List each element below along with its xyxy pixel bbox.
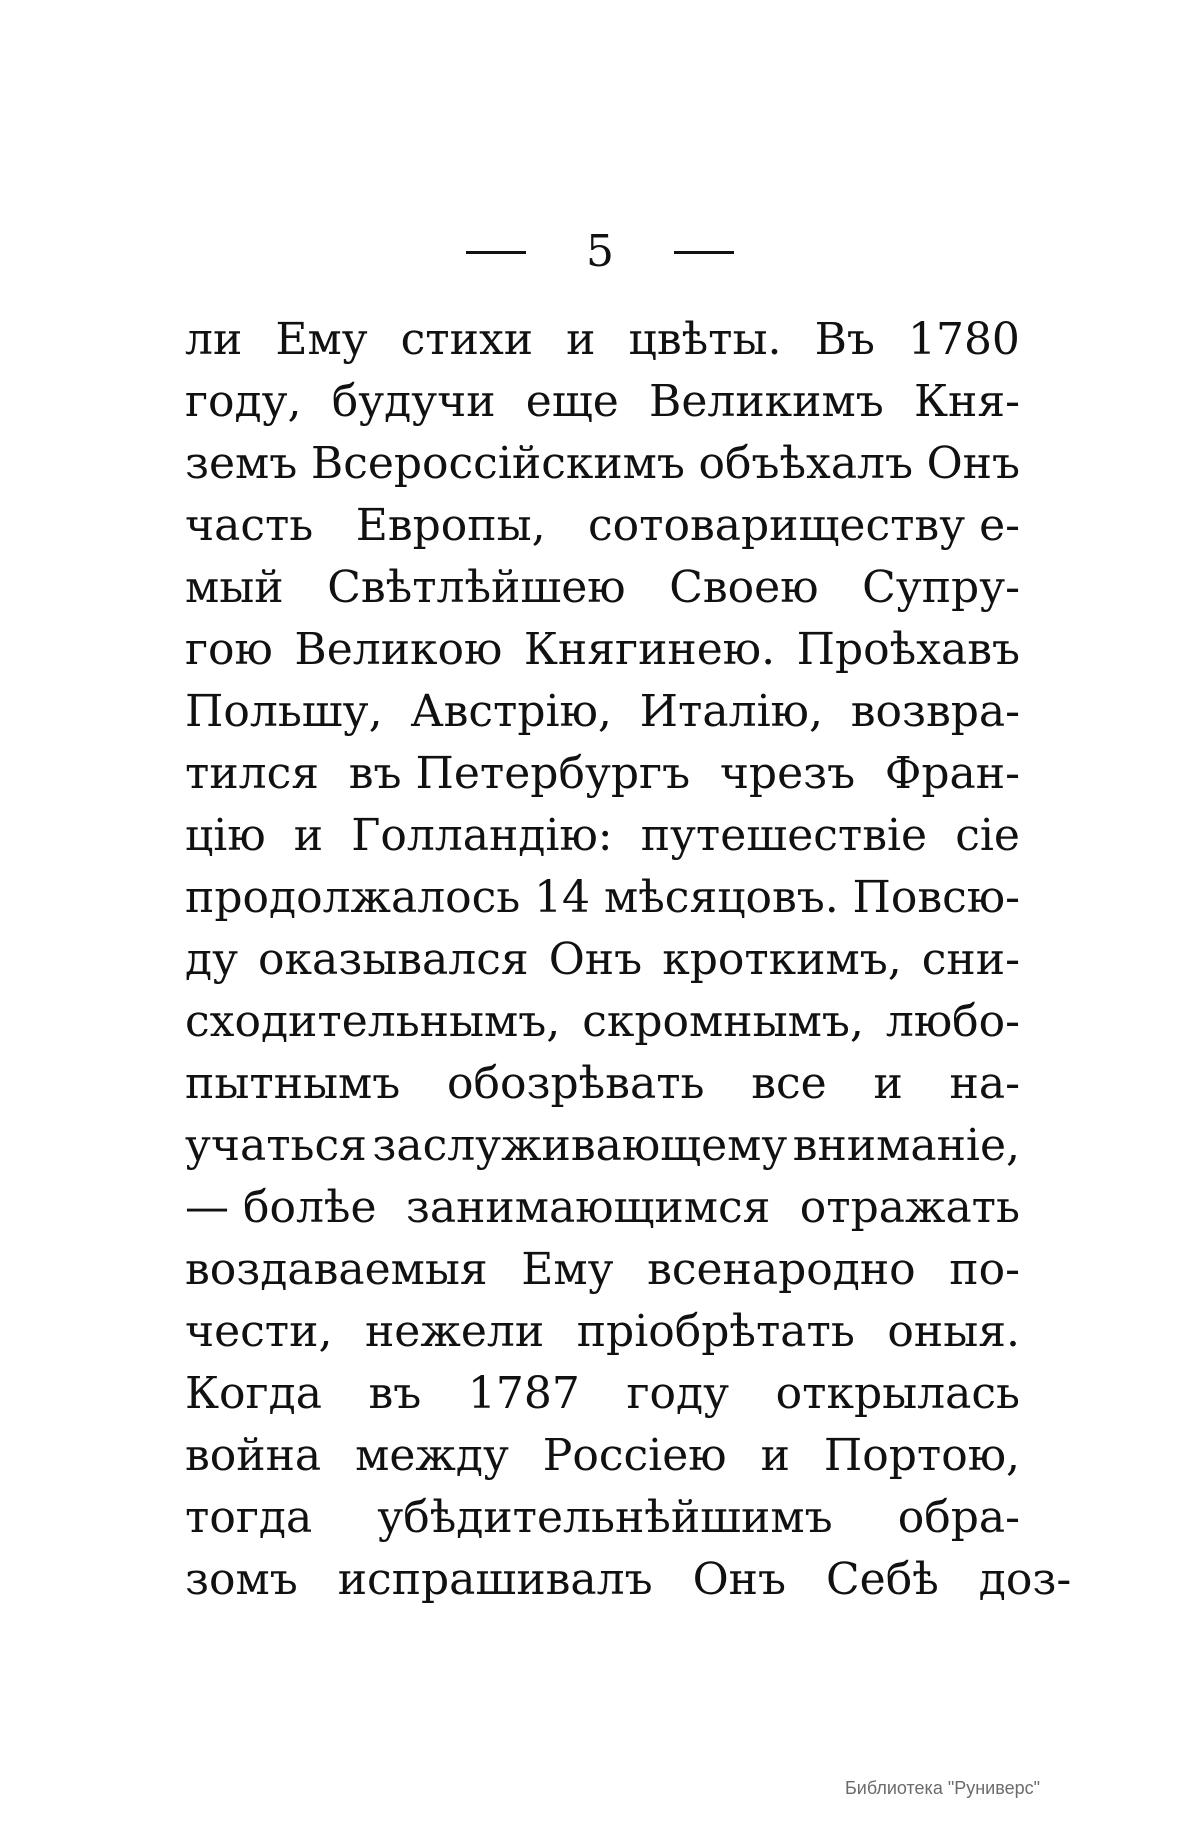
word: обра- <box>897 1491 1020 1543</box>
word: и <box>293 809 324 861</box>
word: Великою <box>294 623 503 675</box>
word: 14 мѣсяцовъ. <box>534 871 839 923</box>
word: цію <box>185 809 266 861</box>
word: воздаваемыя <box>185 1243 488 1295</box>
word: убѣдительнѣйшимъ <box>377 1491 833 1543</box>
word: — болѣе <box>185 1181 377 1233</box>
word: сни- <box>921 933 1020 985</box>
word: нежели <box>364 1305 545 1357</box>
word: продолжалось <box>185 871 521 923</box>
text-line <box>185 1424 1020 1486</box>
word: доз- <box>978 1553 1072 1605</box>
word: на- <box>949 1057 1020 1109</box>
text-line <box>185 928 1020 990</box>
word: Себѣ <box>826 1553 939 1605</box>
word: по- <box>949 1243 1020 1295</box>
word: Супру- <box>862 561 1020 613</box>
word: Онъ <box>926 437 1020 489</box>
word: пытнымъ <box>185 1057 401 1109</box>
text-line <box>185 1238 1020 1300</box>
word: чрезъ <box>719 747 856 799</box>
word: Въ <box>814 313 875 365</box>
word: сходительнымъ, <box>185 995 561 1047</box>
word: зомъ <box>185 1553 298 1605</box>
right-dash <box>674 251 734 254</box>
word: учаться <box>185 1119 367 1171</box>
word: ли <box>185 313 243 365</box>
left-dash <box>466 251 526 254</box>
word: гою <box>185 623 273 675</box>
text-line <box>185 990 1020 1052</box>
word: Польшу, <box>185 685 383 737</box>
word: Всероссійскимъ <box>310 437 685 489</box>
word: Когда <box>185 1367 322 1419</box>
library-watermark: Библиотека "Руниверс" <box>844 1778 1040 1798</box>
word: Голландію: <box>351 809 613 861</box>
word: тогда <box>185 1491 313 1543</box>
text-line <box>185 494 1020 556</box>
word: оныя. <box>887 1305 1020 1357</box>
word: ду <box>185 933 238 985</box>
word: путешествіе <box>640 809 928 861</box>
word: Великимъ <box>649 375 884 427</box>
word: сіе <box>955 809 1020 861</box>
word: 1780 <box>907 313 1020 365</box>
word: любо- <box>885 995 1020 1047</box>
word: возвра- <box>850 685 1020 737</box>
word: Княгинею. <box>523 623 776 675</box>
word: вниманіе, <box>792 1119 1020 1171</box>
word: объѣхалъ <box>698 437 913 489</box>
word: Фран- <box>884 747 1020 799</box>
word: Австрію, <box>410 685 612 737</box>
word: тился <box>185 747 320 799</box>
word: Европы, <box>355 499 546 551</box>
text-line <box>185 1114 1020 1176</box>
word: Ему <box>275 313 368 365</box>
word: скромнымъ, <box>582 995 864 1047</box>
word: земъ <box>185 437 298 489</box>
word: и <box>873 1057 903 1109</box>
word: часть <box>185 499 314 551</box>
word: Повсю- <box>852 871 1020 923</box>
page-number: 5 <box>586 226 614 277</box>
word: отражать <box>799 1181 1020 1233</box>
word: всенародно <box>647 1243 916 1295</box>
page-header <box>0 222 1200 282</box>
text-line <box>185 1052 1020 1114</box>
word: въ <box>368 1367 422 1419</box>
word: и <box>566 313 596 365</box>
word: еще <box>525 375 619 427</box>
word: открылась <box>775 1367 1020 1419</box>
text-line <box>185 680 1020 742</box>
word: обозрѣвать <box>447 1057 705 1109</box>
text-line <box>185 1300 1020 1362</box>
word: Ему <box>521 1243 614 1295</box>
text-line <box>185 370 1020 432</box>
text-line <box>185 1486 1020 1548</box>
word: и <box>760 1429 790 1481</box>
word: Италію, <box>639 685 823 737</box>
text-line <box>185 804 1020 866</box>
word: году <box>626 1367 730 1419</box>
word: мый <box>185 561 284 613</box>
text-line <box>185 866 1020 928</box>
word: въ Петербургъ <box>348 747 691 799</box>
word: между <box>355 1429 509 1481</box>
word: Проѣхавъ <box>796 623 1020 675</box>
word: кроткимъ, <box>662 933 902 985</box>
text-line <box>185 1548 1072 1610</box>
word: испрашивалъ <box>337 1553 653 1605</box>
word: будучи <box>331 375 496 427</box>
text-line <box>185 432 1020 494</box>
word: чести, <box>185 1305 333 1357</box>
word: сотовариществу е- <box>588 499 1020 551</box>
text-body <box>185 308 1072 1610</box>
text-line <box>185 618 1020 680</box>
word: оказывался <box>258 933 529 985</box>
word: цвѣты. <box>628 313 782 365</box>
word: война <box>185 1429 322 1481</box>
word: Портою, <box>823 1429 1020 1481</box>
word: пріобрѣтать <box>576 1305 855 1357</box>
word: Онъ <box>548 933 643 985</box>
text-line <box>185 556 1020 618</box>
word: заслуживающему <box>372 1119 788 1171</box>
word: Россіею <box>542 1429 727 1481</box>
text-line <box>185 308 1020 370</box>
word: Свѣтлѣйшею <box>327 561 626 613</box>
word: все <box>751 1057 827 1109</box>
word: занимающимся <box>405 1181 771 1233</box>
word: году, <box>185 375 302 427</box>
word: Своею <box>669 561 819 613</box>
word: 1787 <box>467 1367 580 1419</box>
text-line <box>185 742 1020 804</box>
word: стихи <box>400 313 534 365</box>
text-line <box>185 1362 1020 1424</box>
word: Онъ <box>692 1553 786 1605</box>
word: Кня- <box>913 375 1020 427</box>
text-line <box>185 1176 1020 1238</box>
